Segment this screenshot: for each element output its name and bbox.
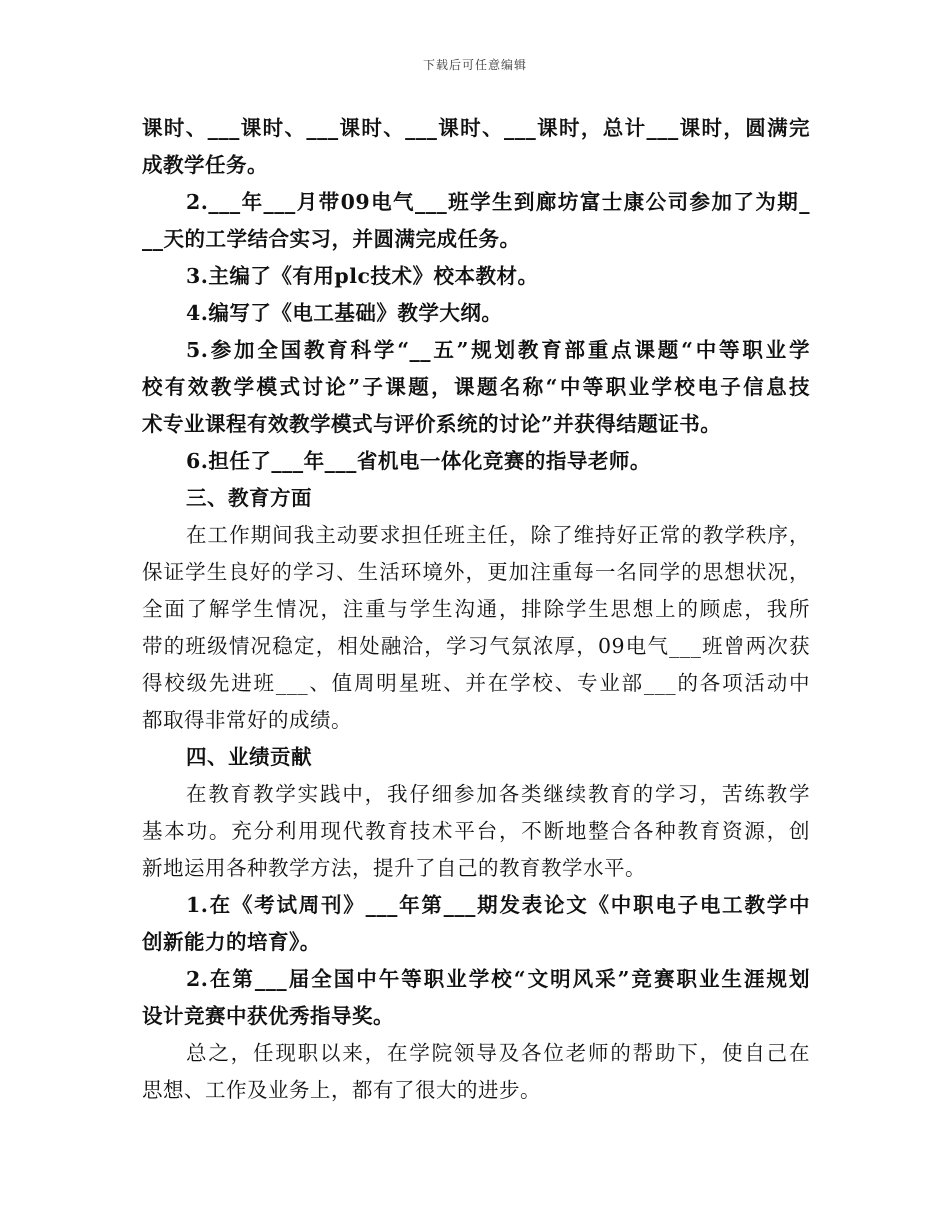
list-item: 6.担任了___年___省机电一体化竞赛的指导老师。	[186, 449, 651, 473]
paragraph-line: 新地运用各种教学方法，提升了自己的教育教学水平。	[142, 856, 646, 880]
text-line: 术专业课程有效教学模式与评价系统的讨论”并获得结题证书。	[142, 412, 722, 436]
text-line: __天的工学结合实习，并圆满完成任务。	[142, 227, 521, 251]
section-heading: 三、教育方面	[186, 486, 312, 510]
paragraph-line: 基本功。充分利用现代教育技术平台，不断地整合各种教育资源，创	[142, 819, 810, 843]
text-line: 设计竞赛中获优秀指导奖。	[142, 1004, 394, 1028]
list-item: 2.在第___届全国中午等职业学校“文明风采”竞赛职业生涯规划	[186, 967, 810, 991]
paragraph-line: 思想、工作及业务上，都有了很大的进步。	[142, 1078, 541, 1102]
list-item: 4.编写了《电工基础》教学大纲。	[186, 301, 503, 325]
paragraph-line: 在工作期间我主动要求担任班主任，除了维持好正常的教学秩序，	[186, 523, 810, 547]
list-item: 2.___年___月带09电气___班学生到廊坊富士康公司参加了为期_	[186, 190, 810, 214]
document-body	[142, 110, 810, 1109]
list-item: 5.参加全国教育科学“__五”规划教育部重点课题“中等职业学	[186, 338, 810, 362]
paragraph-line: 全面了解学生情况，注重与学生沟通，排除学生思想上的顾虑，我所	[142, 597, 810, 621]
paragraph-line: 在教育教学实践中，我仔细参加各类继续教育的学习，苦练教学	[186, 782, 810, 806]
paragraph-line: 得校级先进班___、值周明星班、并在学校、专业部___的各项活动中	[142, 671, 810, 695]
text-line: 校有效教学模式讨论”子课题，课题名称“中等职业学校电子信息技	[142, 375, 810, 399]
text-line: 课时、___课时、___课时、___课时、___课时，总计___课时，圆满完	[142, 116, 810, 140]
list-item: 3.主编了《有用plc技术》校本教材。	[186, 264, 539, 288]
section-heading: 四、业绩贡献	[186, 745, 312, 769]
paragraph-line: 总之，任现职以来，在学院领导及各位老师的帮助下，使自己在	[186, 1041, 810, 1065]
paragraph-line: 都取得非常好的成绩。	[142, 708, 352, 732]
page-header: 下载后可任意编辑	[422, 58, 527, 72]
paragraph-line: 带的班级情况稳定，相处融洽，学习气氛浓厚，09电气___班曾两次获	[142, 634, 810, 658]
text-line: 创新能力的培育》。	[142, 930, 321, 954]
paragraph-line: 保证学生良好的学习、生活环境外，更加注重每一名同学的思想状况，	[142, 560, 810, 584]
list-item: 1.在《考试周刊》___年第___期发表论文《中职电子电工教学中	[186, 893, 810, 917]
text-line: 成教学任务。	[142, 153, 268, 177]
